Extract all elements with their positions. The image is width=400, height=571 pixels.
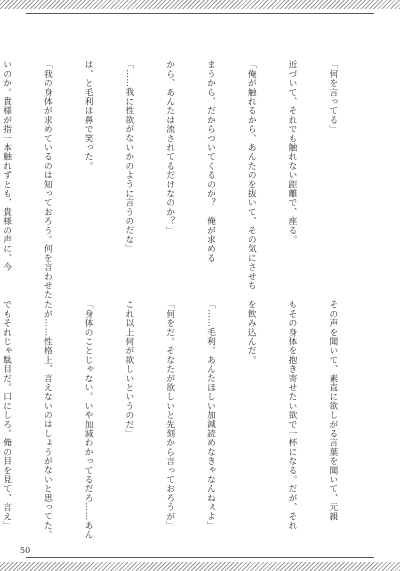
text-line: まうから、だからついてくるのか？ 俺が求める bbox=[205, 60, 216, 263]
text-line: 「……我に性欲がないかのように言うのだな」 bbox=[123, 60, 134, 254]
text-line: もその身体を抱き寄せたい欲で一杯になる。だが、それ bbox=[287, 300, 298, 530]
text-line: 「我の身体が求めているのは知っておろう。何を言わせた bbox=[42, 60, 53, 300]
text-line: 「……毛利。あんたほしい加減読めなきゃなんねぇよ」 bbox=[205, 300, 216, 530]
bottom-decorative-band bbox=[0, 562, 400, 571]
page-number: 50 bbox=[20, 546, 31, 555]
bottom-rule bbox=[26, 557, 374, 558]
text-line: 「何を言ってる」 bbox=[327, 60, 338, 134]
upper-text-block bbox=[0, 60, 366, 300]
text-line: 「身体のことじゃない。いや加減わかってるだろ……あん bbox=[83, 300, 94, 540]
text-line: から、あんたは流されてるだけなのか？」 bbox=[164, 60, 175, 235]
text-line: これ以上何が欲しいというのだ」 bbox=[123, 300, 134, 438]
top-rule bbox=[26, 13, 374, 14]
text-line: たが……性格上、言えないのはしょうがないと思ってた。 bbox=[42, 300, 53, 540]
lower-text-block bbox=[0, 300, 366, 540]
text-line: 「俺が触れるから、あんたのを抜いて、その気にさせち bbox=[246, 60, 257, 290]
text-line: 近づいて、それでも触れない距離で、座る。 bbox=[287, 60, 298, 244]
text-line: いのか。貴様が指一本触れずとも、貴様の声に、今 bbox=[1, 60, 12, 272]
top-decorative-band bbox=[0, 0, 400, 9]
text-line: その声を聞いて、素直に欲しがる言葉を聞いて、元親 bbox=[327, 300, 338, 521]
text-line: は、と毛利は鼻で笑った。 bbox=[83, 60, 94, 171]
text-line: を飲み込んだ。 bbox=[246, 300, 257, 365]
text-line: 「何をだ。そなたが欲しいと先刻から言っておろうが」 bbox=[164, 300, 175, 530]
text-line: でもそれじゃ駄目だ。口にしろ。俺の目を見て、言え」 bbox=[1, 300, 12, 530]
